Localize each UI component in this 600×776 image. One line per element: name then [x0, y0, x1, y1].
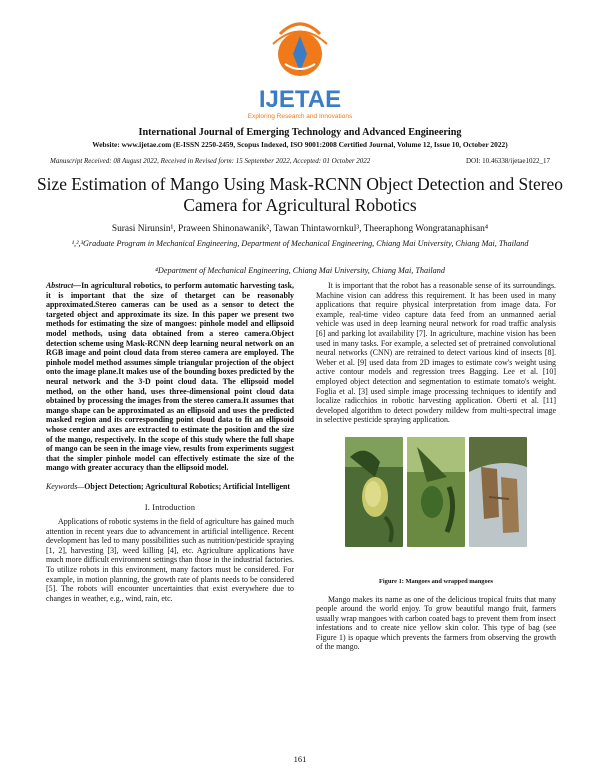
right-paragraph-2: Mango makes its name as one of the delicious tropical fruits that many people around the world enjoy. To grow beautiful mango fruit, farmers usually wrap mangoes with carbon coated bags to prevent them from insect infestations and to create nice yellow skin color. This type of bag (see Figure 1) is opaque which prevents the farmers from observing the growth of the mango. — [316, 594, 556, 652]
journal-logo — [235, 14, 365, 124]
affiliation-2: ⁴Department of Mechanical Engineering, Chiang Mai University, Chiang Mai, Thailand — [155, 266, 445, 275]
mango-photo-1 — [345, 437, 403, 547]
manuscript-dates — [50, 157, 550, 165]
logo-wordmark: IJETAE — [258, 86, 342, 113]
figure-1 — [316, 437, 556, 547]
journal-name: International Journal of Emerging Technology and Advanced Engineering — [138, 127, 462, 138]
abstract-label: Abstract— — [46, 281, 82, 290]
logo-tagline: Exploring Research and Innovations — [247, 113, 353, 120]
keywords — [46, 482, 294, 492]
dates-text: Manuscript Received: 08 August 2022, Received in Revised form: 15 September 2022, Accepted: 01 October 2022 — [50, 157, 371, 165]
figure-caption: Figure 1: Mangoes and wrapped mangoes — [378, 577, 494, 585]
paper-authors: Surasi Nirunsin¹, Praween Shinonawanik², Tawan Thintawornkul³, Theeraphong Wongratanaphisan⁴ — [111, 224, 489, 234]
paper-title: Size Estimation of Mango Using Mask-RCNN Object Detection and Stereo Camera for Agricultural Robotics — [37, 174, 563, 215]
right-paragraph-1: It is important that the robot has a reasonable sense of its surroundings. Machine vision can address this requirement. It has been used in many applications that require physical interpretation from image data. For example, real-time video capture data feed from an unmanned aerial vehicle was used in deep learning neural network for road traffic analysis [6] and parking lot availability [7]. In agriculture, machine vision has been used in many tasks. For example, a selected set of pretrained convolutional neural networks (CNN) are retrained to detect various kind of insects [8]. Weber et al. [9] used data from 2D images to estimate cow's weight using active contour models and regression trees Bagging. Lee et al. [10] employed object detection and segmentation to estimate tomato's weight. Foglia et al. [3] used simple image processing techniques to identify and localize radicchios in robotic harvesting application. Oberti et al. [11] developed algorithm to detect powdery mildew from multi-spectral image in selective pesticide spraying application. — [316, 281, 556, 425]
doi: DOI: 10.46338/ijetae1022_17 — [466, 157, 550, 165]
affiliation-1: ¹,²,³Graduate Program in Mechanical Engineering, Department of Mechanical Engineering, Chiang Mai University, Chiang Mai, Thailand — [71, 239, 529, 248]
wrapped-mango-photo — [469, 437, 527, 547]
section-heading: I. Introduction — [144, 503, 196, 513]
keywords-text: Object Detection; Agricultural Robotics; Artificial Intelligent — [84, 481, 291, 491]
abstract — [46, 281, 294, 473]
abstract-text: In agricultural robotics, to perform automatic harvesting task, it is important that the size of thetarget can be reasonably approximated.Stereo cameras can be used as a sensor to detect the targeted object and approximate its size. In this paper we present two methods for estimating the size of mangoes: pinhole model and ellipsoid model methods, using data obtained from a stereo camera.Object detection scheme using Mask-RCNN deep learning neural network on an RGB image and point cloud data from stereo camera are employed. The pinhole model method assumes simple triangular projection of the object onto the image plane.It makes use of the bounding boxes predicted by the neural network and the 3-D point cloud data. The ellipsoid model method, on the other hand, uses three-dimensional point cloud data obtained by processing the images from the stereo camera.It assumes that mango shape can be approximated as an ellipsoid and uses the predicted masked region and its corresponding point cloud data to fit an ellipsoid whose center and axes are extracted to estimate the position and the size of the mango, respectively. In the scope of this study where the full shape of mango can be seen in the image view, results from experiments suggest that the simpler pinhole model can effectively estimate the size of the mango with greater accuracy than the ellipsoid model. — [46, 281, 294, 473]
left-column — [46, 281, 294, 603]
intro-paragraph: Applications of robotic systems in the field of agriculture has gained much attention in recent years due to advancement in artificial intelligence. Recent development has led to many possibilities such as nutrition/pesticide spraying [1, 2], harvesting [3], weed killing [4], etc. Agriculture applications have much more difficult environment settings than those in the industrial factories. To utilize robots in this environment, many factors must be considered. For example, in motion planning, the growth rate of plants needs to be considered [5]. The robots will encounter uncertainties that exist everywhere due to changes in weather, e.g., wind, rain, etc. — [46, 517, 295, 603]
keywords-label: Keywords— — [46, 481, 85, 491]
journal-website: Website: www.ijetae.com (E-ISSN 2250-2459, Scopus Indexed, ISO 9001:2008 Certified Journal, Volume 12, Issue 10, October 2022) — [92, 140, 508, 149]
page-number: 161 — [293, 754, 307, 764]
right-column — [316, 281, 556, 652]
mango-photo-2 — [407, 437, 465, 547]
logo-graphic — [235, 14, 365, 124]
